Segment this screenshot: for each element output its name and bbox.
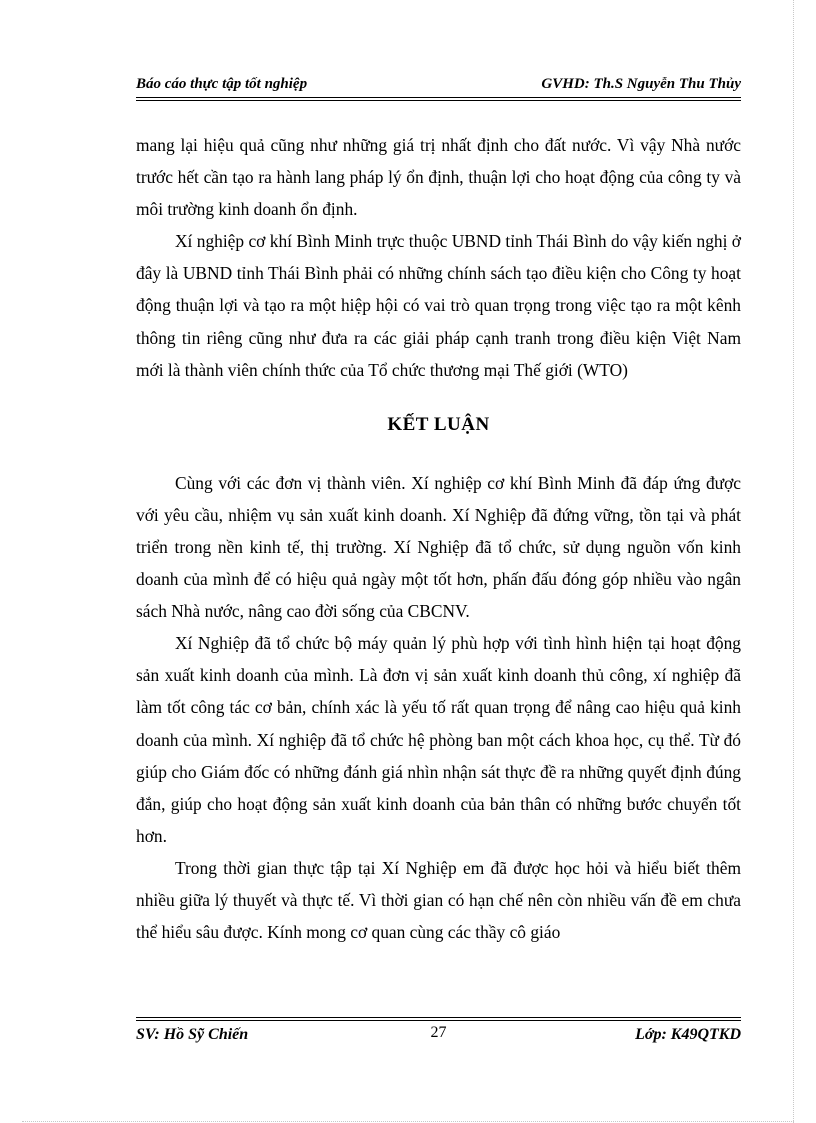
- paragraph-continuation: mang lại hiệu quả cũng như những giá trị nhất định cho đất nước. Vì vậy Nhà nước trước hết cần tạo ra hành lang pháp lý ổn định, thuận lợi cho hoạt động của công ty và môi trường kinh doanh ổn định.: [136, 135, 741, 220]
- page-edge-bottom: [22, 1121, 794, 1122]
- footer-rule: [136, 1020, 741, 1021]
- header-report-title: Báo cáo thực tập tốt nghiệp: [136, 76, 308, 92]
- footer-rule-thin: [136, 1017, 741, 1018]
- header-rule: [136, 97, 741, 98]
- page-edge-right: [793, 0, 794, 1123]
- footer-class: Lớp: K49QTKD: [635, 1026, 741, 1043]
- header-supervisor: GVHD: Th.S Nguyễn Thu Thủy: [541, 76, 741, 92]
- document-body: [136, 129, 741, 948]
- section-heading: KẾT LUẬN: [387, 413, 490, 435]
- page-header: [136, 74, 741, 96]
- header-rule-thin: [136, 100, 741, 101]
- page-footer: [136, 1024, 741, 1048]
- paragraph-conclusion-1: Cùng với các đơn vị thành viên. Xí nghiệp cơ khí Bình Minh đã đáp ứng được với yêu cầu, nhiệm vụ sản xuất kinh doanh. Xí Nghiệp đã đứng vững, tồn tại và phát triển trong nền kinh tế, thị trường. Xí Nghiệp đã tổ chức, sử dụng nguồn vốn kinh doanh của mình để có hiệu quả ngày một tốt hơn, phấn đấu đóng góp nhiều vào ngân sách Nhà nước, nâng cao đời sống của CBCNV.: [136, 472, 741, 622]
- page-number: 27: [430, 1024, 447, 1041]
- paragraph-recommendation: Xí nghiệp cơ khí Bình Minh trực thuộc UBND tỉnh Thái Bình do vậy kiến nghị ở đây là UBND tỉnh Thái Bình phải có những chính sách tạo điều kiện cho Công ty hoạt động thuận lợi và tạo ra một hiệp hội có vai trò quan trọng trong việc tạo ra một kênh thông tin riêng cũng như đưa ra các giải pháp cạnh tranh trong điều kiện Việt Nam mới là thành viên chính thức của Tổ chức thương mại Thế giới (WTO): [136, 231, 741, 380]
- footer-student: SV: Hồ Sỹ Chiến: [136, 1026, 249, 1043]
- paragraph-conclusion-3: Trong thời gian thực tập tại Xí Nghiệp em đã được học hỏi và hiểu biết thêm nhiều giữa lý thuyết và thực tế. Vì thời gian có hạn chế nên còn nhiều vấn đề em chưa thể hiểu sâu được. Kính mong cơ quan cùng các thầy cô giáo: [136, 857, 741, 943]
- paragraph-conclusion-2: Xí Nghiệp đã tổ chức bộ máy quản lý phù hợp với tình hình hiện tại hoạt động sản xuất kinh doanh của mình. Là đơn vị sản xuất kinh doanh thủ công, xí nghiệp đã làm tốt công tác cơ bản, chính xác là yếu tố rất quan trọng để nâng cao hiệu quả kinh doanh của mình. Xí nghiệp đã tổ chức hệ phòng ban một cách khoa học, cụ thể. Từ đó giúp cho Giám đốc có những đánh giá nhìn nhận sát thực đề ra những quyết định đúng đắn, giúp cho hoạt động sản xuất kinh doanh của bản thân có những bước chuyển tốt hơn.: [136, 633, 741, 846]
